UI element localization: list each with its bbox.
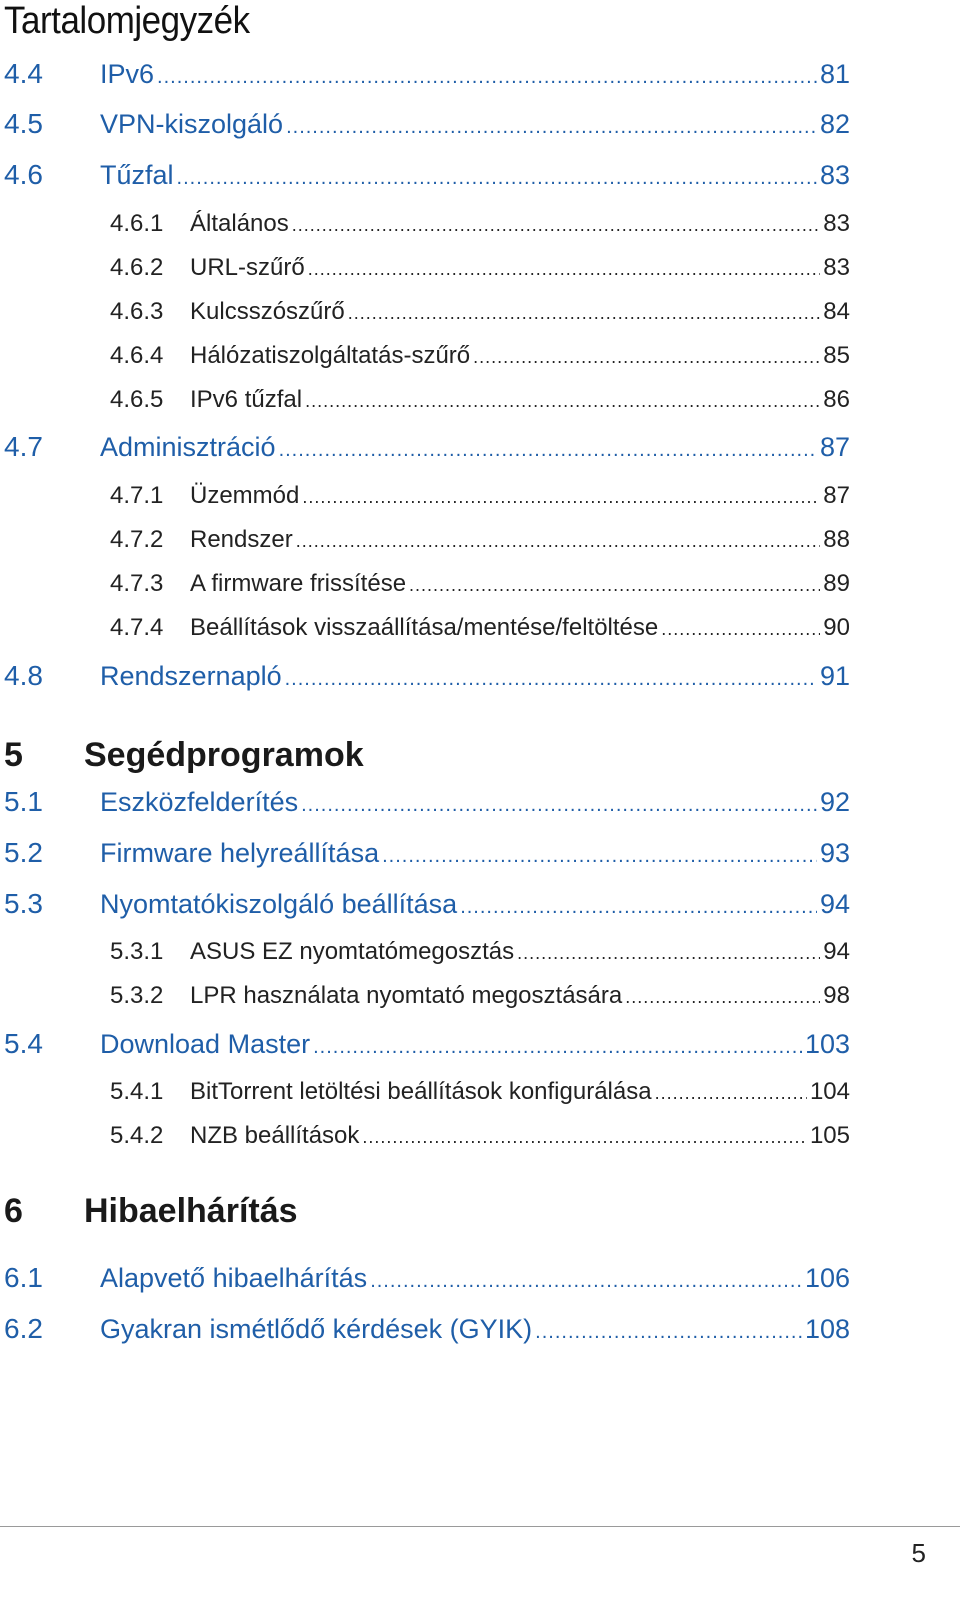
- toc-entry-label: IPv6: [100, 59, 155, 89]
- toc-entry-page: 85: [823, 342, 850, 369]
- toc-entry-4-6-5[interactable]: [0, 386, 850, 422]
- toc-entry-number: 5.4.2: [110, 1122, 164, 1149]
- toc-entry-5-1[interactable]: [0, 786, 850, 826]
- toc-entry-label: Nyomtatókiszolgáló beállítása: [100, 889, 458, 919]
- toc-entry-5-4[interactable]: [0, 1028, 850, 1068]
- toc-entry-5-3-1[interactable]: [0, 938, 850, 974]
- toc-entry-number: 5.2: [4, 837, 43, 868]
- toc-entry-label: Kulcsszószűrő: [190, 298, 345, 325]
- toc-entry-label: Hálózatiszolgáltatás-szűrő: [190, 342, 471, 369]
- toc-entry-4-7-3[interactable]: [0, 570, 850, 606]
- toc-entry-label: Adminisztráció: [100, 432, 276, 462]
- toc-leader-dots: [517, 943, 820, 964]
- toc-leader-dots: [362, 1127, 807, 1148]
- toc-entry-4-7-1[interactable]: [0, 482, 850, 518]
- toc-entry-page: 93: [819, 838, 850, 868]
- toc-entry-page: 104: [809, 1078, 850, 1105]
- toc-entry-6-1[interactable]: [0, 1262, 850, 1302]
- toc-entry-number: 4.4: [4, 58, 43, 89]
- page-number: 5: [911, 1538, 926, 1568]
- toc-entry-4-6-3[interactable]: [0, 298, 850, 334]
- toc-chapter-number: 6: [4, 1192, 23, 1230]
- toc-chapter-5[interactable]: [0, 736, 850, 775]
- toc-entry-page: 103: [804, 1029, 850, 1059]
- toc-entry-number: 5.3.1: [110, 938, 164, 965]
- toc-entry-5-2[interactable]: [0, 837, 850, 877]
- toc-entry-label: Rendszer: [190, 526, 293, 553]
- toc-leader-dots: [655, 1083, 807, 1104]
- toc-entry-label: NZB beállítások: [190, 1122, 360, 1149]
- toc-entry-number: 4.6.4: [110, 342, 164, 369]
- toc-entry-label: BitTorrent letöltési beállítások konfigurálása: [190, 1078, 652, 1105]
- toc-entry-label: Download Master: [100, 1029, 311, 1059]
- toc-entry-page: 90: [823, 614, 850, 641]
- toc-entry-4-6-1[interactable]: [0, 210, 850, 246]
- toc-entry-4-7-2[interactable]: [0, 526, 850, 562]
- toc-entry-page: 94: [819, 889, 850, 919]
- toc-leader-dots: [473, 347, 820, 368]
- toc-entry-page: 91: [819, 661, 850, 691]
- toc-entry-number: 4.7.3: [110, 570, 164, 597]
- toc-leader-dots: [286, 116, 817, 139]
- toc-entry-5-4-1[interactable]: [0, 1078, 850, 1114]
- toc-entry-4-7-4[interactable]: [0, 614, 850, 650]
- toc-entry-page: 87: [819, 432, 850, 462]
- toc-entry-number: 4.7: [4, 431, 43, 462]
- toc-entry-number: 4.7.1: [110, 482, 164, 509]
- toc-entry-number: 4.6.2: [110, 254, 164, 281]
- toc-entry-number: 4.7.4: [110, 614, 164, 641]
- toc-entry-label: Eszközfelderítés: [100, 787, 299, 817]
- toc-entry-label: Üzemmód: [190, 482, 300, 509]
- toc-chapter-6[interactable]: [0, 1192, 850, 1231]
- toc-entry-page: 81: [819, 59, 850, 89]
- toc-entry-label: A firmware frissítése: [190, 570, 407, 597]
- toc-leader-dots: [305, 391, 820, 412]
- toc-entry-label: Firmware helyreállítása: [100, 838, 380, 868]
- toc-entry-number: 4.6.3: [110, 298, 164, 325]
- toc-entry-label: Beállítások visszaállítása/mentése/feltöltése: [190, 614, 659, 641]
- toc-leader-dots: [313, 1036, 802, 1059]
- toc-leader-dots: [625, 987, 820, 1008]
- toc-leader-dots: [301, 794, 817, 817]
- toc-leader-dots: [661, 619, 820, 640]
- toc-entry-number: 4.6: [4, 159, 43, 190]
- toc-leader-dots: [292, 215, 821, 236]
- toc-entry-4-7[interactable]: [0, 431, 850, 471]
- toc-entry-number: 5.3: [4, 888, 43, 919]
- toc-entry-page: 83: [823, 254, 850, 281]
- toc-entry-page: 83: [823, 210, 850, 237]
- toc-entry-number: 4.8: [4, 660, 43, 691]
- toc-entry-page: 106: [804, 1263, 850, 1293]
- toc-leader-dots: [535, 1321, 802, 1344]
- toc-leader-dots: [460, 896, 817, 919]
- toc-leader-dots: [302, 487, 820, 508]
- toc-entry-4-4[interactable]: [0, 58, 850, 98]
- toc-entry-number: 4.7.2: [110, 526, 164, 553]
- toc-entry-page: 88: [823, 526, 850, 553]
- toc-entry-page: 83: [819, 160, 850, 190]
- toc-entry-4-6[interactable]: [0, 159, 850, 199]
- toc-entry-5-3-2[interactable]: [0, 982, 850, 1018]
- toc-leader-dots: [279, 439, 817, 462]
- toc-entry-page: 94: [823, 938, 850, 965]
- toc-entry-label: VPN-kiszolgáló: [100, 109, 284, 139]
- toc-entry-4-6-4[interactable]: [0, 342, 850, 378]
- toc-entry-page: 82: [819, 109, 850, 139]
- toc-entry-number: 5.3.2: [110, 982, 164, 1009]
- toc-chapter-number: 5: [4, 736, 23, 774]
- toc-entry-number: 4.6.1: [110, 210, 164, 237]
- toc-entry-number: 5.4: [4, 1028, 43, 1059]
- toc-entry-label: Alapvető hibaelhárítás: [100, 1263, 368, 1293]
- toc-entry-label: Rendszernapló: [100, 661, 282, 691]
- toc-entry-page: 98: [823, 982, 850, 1009]
- toc-entry-page: 108: [804, 1314, 850, 1344]
- toc-entry-number: 4.5: [4, 108, 43, 139]
- toc-leader-dots: [370, 1270, 802, 1293]
- toc-entry-label: IPv6 tűzfal: [190, 386, 303, 413]
- toc-entry-number: 5.1: [4, 786, 43, 817]
- toc-entry-page: 84: [823, 298, 850, 325]
- toc-entry-page: 86: [823, 386, 850, 413]
- toc-entry-page: 92: [819, 787, 850, 817]
- page-title: Tartalomjegyzék: [4, 0, 250, 42]
- toc-leader-dots: [177, 167, 817, 190]
- toc-entry-5-3[interactable]: [0, 888, 850, 928]
- toc-entry-page: 89: [823, 570, 850, 597]
- toc-entry-number: 6.1: [4, 1262, 43, 1293]
- toc-leader-dots: [382, 845, 817, 868]
- toc-entry-label: Gyakran ismétlődő kérdések (GYIK): [100, 1314, 533, 1344]
- toc-entry-4-6-2[interactable]: [0, 254, 850, 290]
- toc-entry-label: LPR használata nyomtató megosztására: [190, 982, 623, 1009]
- toc-entry-number: 4.6.5: [110, 386, 164, 413]
- toc-entry-label: URL-szűrő: [190, 254, 305, 281]
- footer-divider: [0, 1526, 960, 1527]
- toc-leader-dots: [285, 668, 817, 691]
- toc-entry-4-5[interactable]: [0, 108, 850, 148]
- toc-entry-number: 5.4.1: [110, 1078, 164, 1105]
- toc-entry-4-8[interactable]: [0, 660, 850, 700]
- toc-leader-dots: [348, 303, 821, 324]
- toc-leader-dots: [409, 575, 820, 596]
- toc-entry-label: ASUS EZ nyomtatómegosztás: [190, 938, 515, 965]
- toc-entry-page: 105: [809, 1122, 850, 1149]
- toc-entry-number: 6.2: [4, 1313, 43, 1344]
- toc-entry-label: Általános: [190, 210, 289, 237]
- toc-entry-label: Tűzfal: [100, 160, 174, 190]
- toc-chapter-title: Segédprogramok: [84, 736, 364, 774]
- toc-entry-page: 87: [823, 482, 850, 509]
- toc-entry-6-2[interactable]: [0, 1313, 850, 1353]
- toc-chapter-title: Hibaelhárítás: [84, 1192, 298, 1230]
- toc-leader-dots: [296, 531, 821, 552]
- toc-entry-5-4-2[interactable]: [0, 1122, 850, 1158]
- toc-leader-dots: [157, 66, 817, 89]
- toc-leader-dots: [308, 259, 821, 280]
